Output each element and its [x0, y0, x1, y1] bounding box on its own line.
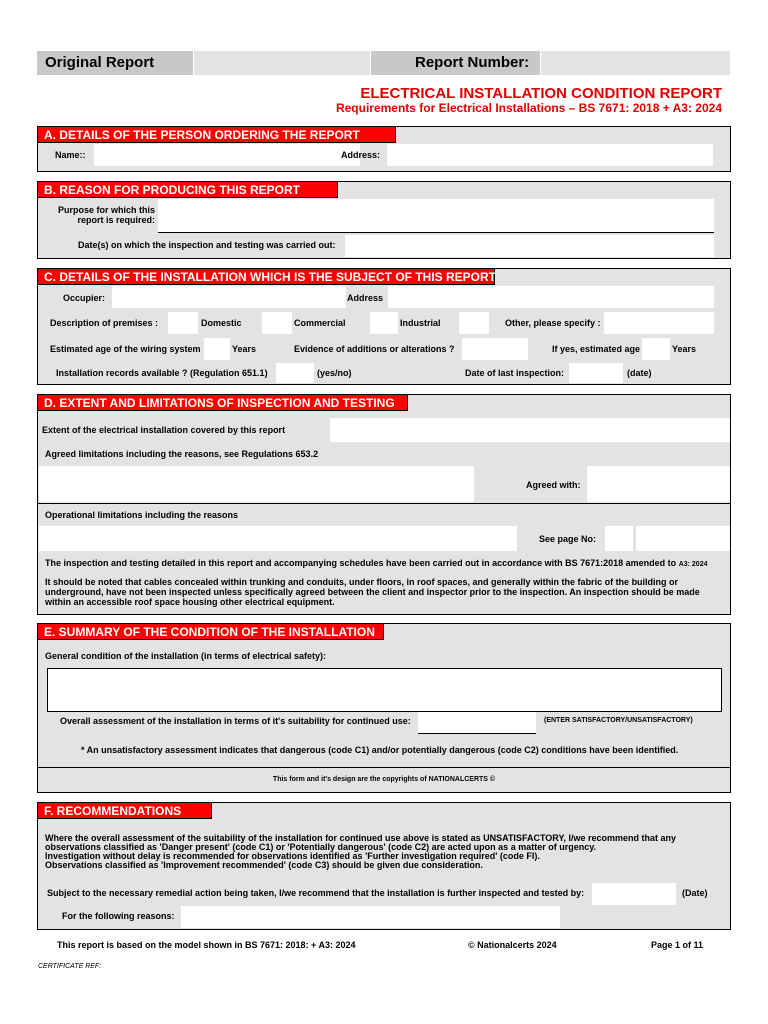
operational-label: Operational limitations including the reasons [45, 510, 239, 520]
records-yes-no: (yes/no) [317, 368, 352, 378]
agreed-limitations-label: Agreed limitations including the reasons, see Regulations 653.2 [45, 449, 319, 459]
if-yes-age-label: If yes, estimated age [552, 344, 641, 354]
reasons-label: For the following reasons: [62, 911, 175, 921]
footer-page-number: Page 1 of 11 [651, 940, 704, 950]
section-d [37, 394, 731, 615]
overall-assessment-underline [418, 733, 536, 734]
if-yes-age-field[interactable] [642, 338, 670, 360]
section-a-heading: A. DETAILS OF THE PERSON ORDERING THE REPORT [38, 127, 396, 143]
agreed-with-field[interactable] [587, 466, 730, 502]
extent-label: Extent of the electrical installation covered by this report [42, 425, 286, 435]
reinspection-label: Subject to the necessary remedial action being taken, I/we recommend that the installation is further inspected and tested by: [47, 888, 585, 898]
premises-other-label: Other, please specify : [505, 318, 601, 328]
section-c-heading: C. DETAILS OF THE INSTALLATION WHICH IS THE SUBJECT OF THIS REPORT [38, 269, 495, 285]
operational-field-extra[interactable] [636, 526, 730, 551]
purpose-label-2: report is required: [77, 215, 155, 225]
inspection-statement [45, 558, 730, 570]
concealed-cables-note: It should be noted that cables concealed within trunking and conduits, under floors, in roof spaces, and generally within the fabric of the building or underground, have not been inspected unless specifically agreed between the client and inspector prior to the inspection. An inspection should be made within an accessible roof space housing other electrical equipment. [45, 577, 700, 607]
header-blank [194, 51, 370, 75]
section-c [37, 268, 731, 385]
last-inspection-label: Date of last inspection: [465, 368, 565, 378]
purpose-field[interactable] [158, 199, 714, 232]
footer-copyright: © Nationalcerts 2024 [468, 940, 557, 950]
report-title: ELECTRICAL INSTALLATION CONDITION REPORT [360, 85, 722, 102]
additions-label: Evidence of additions or alterations ? [294, 344, 455, 354]
overall-assessment-label: Overall assessment of the installation in terms of it's suitability for continued use: [60, 716, 411, 726]
occupier-field[interactable] [112, 286, 346, 308]
if-yes-years: Years [672, 344, 697, 354]
section-e-heading: E. SUMMARY OF THE CONDITION OF THE INSTALLATION [38, 624, 384, 640]
overall-assessment-hint: (ENTER SATISFACTORY/UNSATISFACTORY) [544, 717, 693, 724]
reasons-field[interactable] [181, 906, 560, 928]
report-number-field[interactable] [541, 51, 730, 75]
unsatisfactory-note: * An unsatisfactory assessment indicates that dangerous (code C1) and/or potentially dangerous (code C2) conditions have been identified. [81, 745, 679, 755]
reinspection-date-hint: (Date) [682, 888, 708, 898]
premises-commercial-label: Commercial [294, 318, 346, 328]
operational-field[interactable] [39, 526, 517, 551]
premises-other-field[interactable] [604, 312, 714, 334]
footer-model-note: This report is based on the model shown in BS 7671: 2018: + A3: 2024 [57, 940, 356, 950]
report-number-label: Report Number: [415, 54, 530, 71]
overall-assessment-field[interactable] [418, 712, 536, 733]
section-e [37, 623, 731, 793]
name-label: Name:: [55, 150, 86, 160]
section-a [37, 126, 731, 172]
section-b-heading: B. REASON FOR PRODUCING THIS REPORT [38, 182, 338, 198]
section-b [37, 181, 731, 259]
see-page-field[interactable] [605, 526, 633, 551]
premises-industrial-box[interactable] [370, 312, 398, 334]
agreed-limitations-field[interactable] [39, 466, 474, 502]
general-condition-field[interactable] [47, 668, 722, 712]
recommendation-line-3: Investigation without delay is recommended for observations identified as 'Further investigation required' (code FI). [45, 851, 540, 861]
see-page-label: See page No: [539, 534, 597, 544]
d-divider [38, 503, 730, 504]
additions-field[interactable] [462, 338, 528, 360]
purpose-underline [158, 232, 714, 233]
report-subtitle: Requirements for Electrical Installations – BS 7671: 2018 + A3: 2024 [335, 101, 722, 115]
e-divider [38, 767, 730, 768]
dates-label: Date(s) on which the inspection and testing was carried out: [78, 240, 336, 250]
reinspection-date-field[interactable] [592, 883, 676, 905]
inspection-statement-amend: A3: 2024 [678, 561, 708, 568]
section-d-heading: D. EXTENT AND LIMITATIONS OF INSPECTION AND TESTING [38, 395, 408, 411]
records-label: Installation records available ? (Regulation 651.1) [56, 368, 268, 378]
agreed-with-label: Agreed with: [526, 480, 581, 490]
address-label: Address: [341, 150, 381, 160]
original-report-label: Original Report [45, 54, 155, 71]
general-condition-label: General condition of the installation (in terms of electrical safety): [45, 651, 327, 661]
last-inspection-date-hint: (date) [627, 368, 652, 378]
extent-field[interactable] [330, 418, 730, 442]
premises-label: Description of premises : [50, 318, 159, 328]
premises-domestic-box[interactable] [168, 312, 198, 334]
premises-commercial-box[interactable] [262, 312, 292, 334]
wiring-age-field[interactable] [204, 338, 230, 360]
premises-industrial-label: Industrial [400, 318, 441, 328]
occupier-address-label: Address [347, 293, 384, 303]
premises-domestic-label: Domestic [201, 318, 242, 328]
inspection-statement-main: The inspection and testing detailed in this report and accompanying schedules have been carried out in accordance with BS 7671:2018 amended to [45, 558, 677, 568]
name-field[interactable] [94, 144, 360, 166]
records-field[interactable] [276, 363, 314, 383]
recommendation-line-4: Observations classified as 'Improvement recommended' (code C3) should be given due consideration. [45, 860, 483, 870]
address-field[interactable] [387, 144, 713, 166]
recommendation-line-1: Where the overall assessment of the suitability of the installation for continued use above is stated as UNSATISFACTORY, I/we recommend that any [45, 833, 676, 843]
section-f-heading: F. RECOMMENDATIONS [38, 803, 212, 819]
section-f [37, 802, 731, 930]
wiring-age-years: Years [232, 344, 257, 354]
dates-field[interactable] [345, 235, 714, 257]
wiring-age-label: Estimated age of the wiring system [50, 344, 201, 354]
last-inspection-field[interactable] [569, 363, 623, 383]
copyright-note: This form and it's design are the copyrights of NATIONALCERTS © [272, 776, 496, 783]
occupier-address-field[interactable] [388, 286, 714, 308]
recommendation-line-2: observations classified as 'Danger present' (code C1) or 'Potentially dangerous' (code C2) are acted upon as a matter of urgency. [45, 842, 597, 852]
purpose-label-1: Purpose for which this [57, 205, 155, 215]
premises-other-box[interactable] [459, 312, 489, 334]
occupier-label: Occupier: [63, 293, 106, 303]
certificate-ref-label: CERTIFICATE REF: [38, 963, 102, 970]
